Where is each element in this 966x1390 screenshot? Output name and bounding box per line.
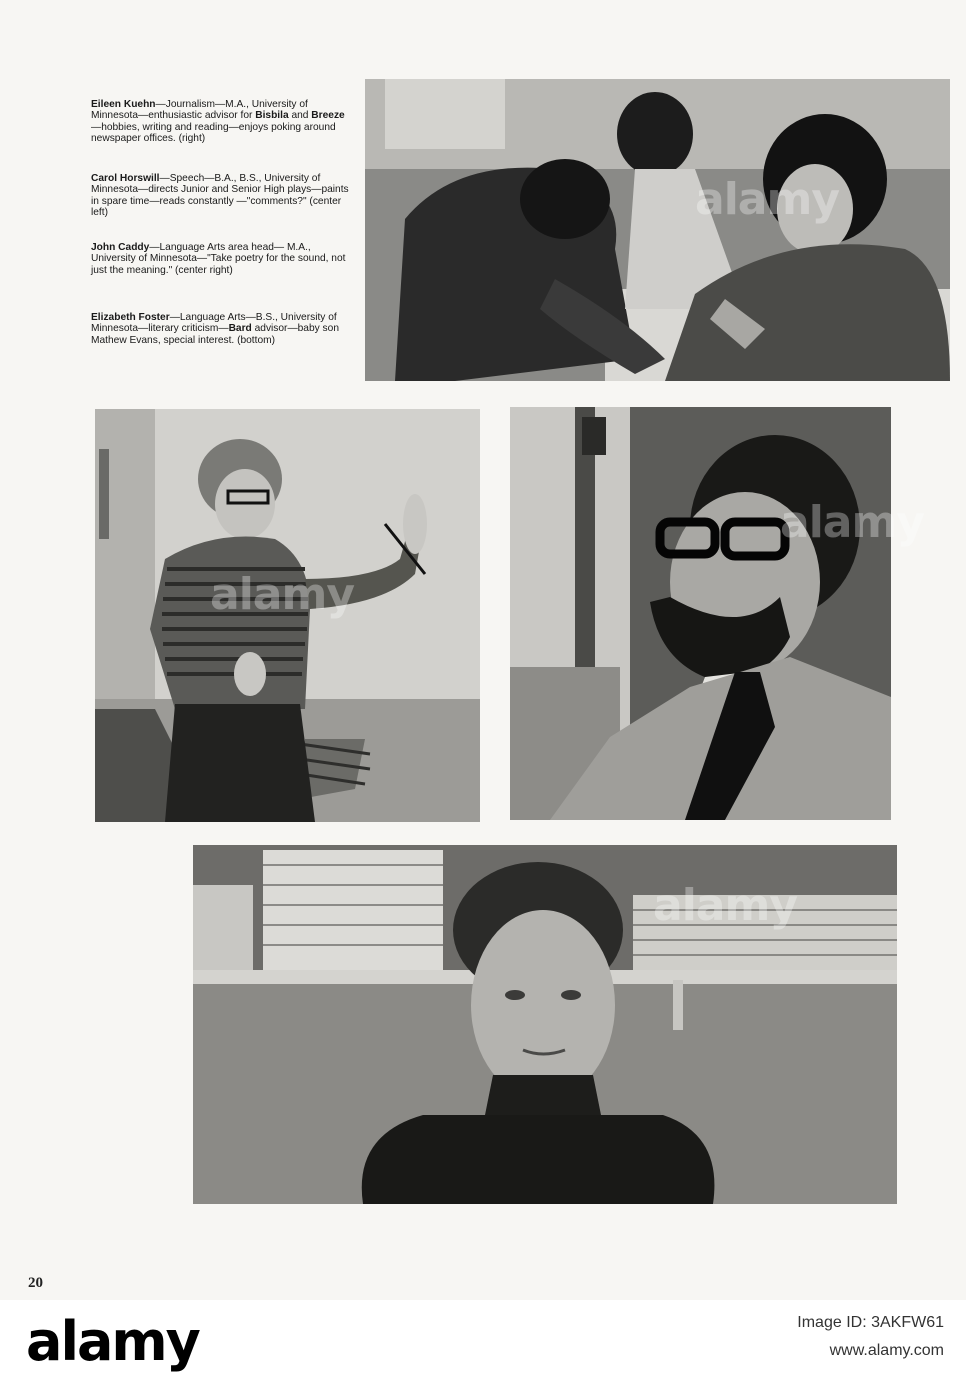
caption-name: John Caddy: [91, 242, 150, 253]
caption-elizabeth-foster: Elizabeth Foster—Language Arts—B.S., University of Minnesota—literary criticism—Bard advisor—baby son Mathew Evans, special interest. (bottom): [91, 312, 339, 346]
photo-john-caddy-image: [510, 407, 891, 820]
caption-john-caddy: John Caddy—Language Arts area head— M.A., University of Minnesota—"Take poetry for the sound, not just the meaning." (center right): [91, 242, 346, 276]
photo-eileen-kuehn: [365, 79, 950, 381]
caption-name: Carol Horswill: [91, 173, 160, 184]
watermark: alamy: [780, 497, 924, 548]
watermark: alamy: [653, 880, 797, 931]
caption-name: Elizabeth Foster: [91, 312, 170, 323]
watermark: alamy: [695, 174, 839, 225]
watermark: alamy: [210, 569, 354, 620]
photo-john-caddy: [510, 407, 924, 820]
caption-eileen-kuehn: Eileen Kuehn—Journalism—M.A., University of Minnesota—enthusiastic advisor for Bisbila and Breeze—hobbies, writing and reading—enjoys poking around newspaper offices. (right): [91, 99, 345, 145]
photo-elizabeth-foster: [193, 845, 897, 1204]
caption-name: Eileen Kuehn: [91, 99, 156, 110]
photo-eileen-kuehn-image: [365, 79, 950, 381]
image-id: Image ID: 3AKFW61: [797, 1314, 944, 1331]
photo-carol-horswill: [95, 409, 480, 822]
stock-footer: [0, 1300, 966, 1390]
alamy-logo: alamy: [26, 1310, 199, 1373]
page-number: 20: [28, 1275, 43, 1291]
site-url[interactable]: www.alamy.com: [829, 1342, 944, 1359]
caption-carol-horswill: Carol Horswill—Speech—B.A., B.S., University of Minnesota—directs Junior and Senior High plays—paints in spare time—reads constantly —"comments?" (center left): [91, 173, 349, 219]
